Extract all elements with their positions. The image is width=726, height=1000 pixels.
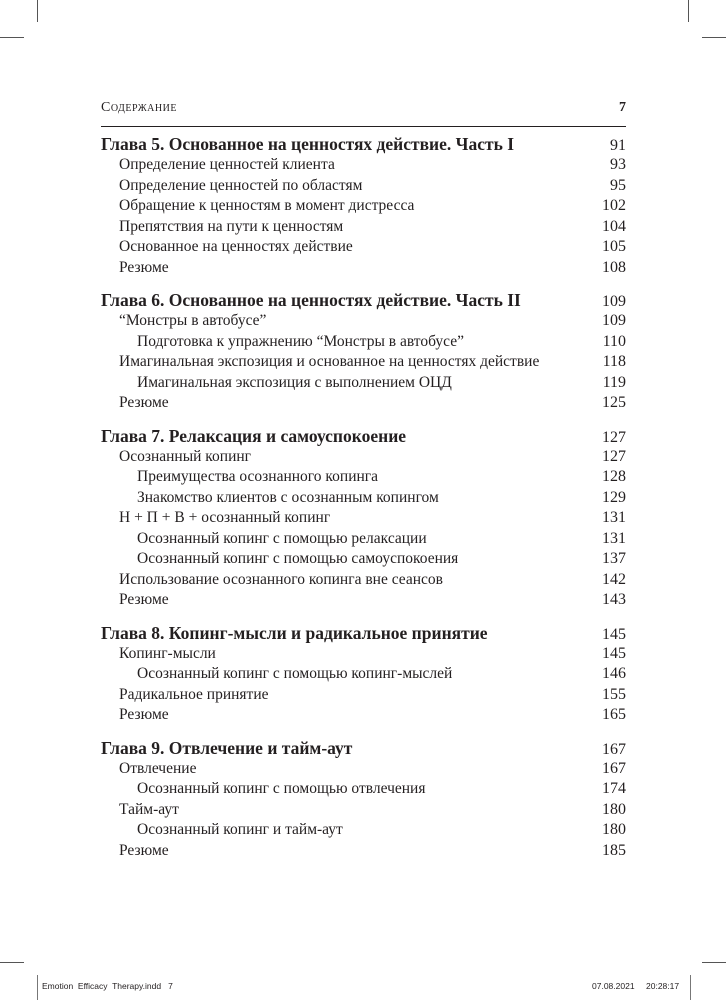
- toc-entry: [101, 550, 626, 571]
- toc-chapter: [101, 134, 626, 279]
- toc-entry: [101, 156, 626, 177]
- toc-entry-page: 131: [602, 509, 626, 526]
- toc-entry-title: Осознанный копинг и тайм-аут: [137, 821, 343, 838]
- toc-entry-title: Определение ценностей клиента: [119, 156, 335, 173]
- toc-chapter-heading: [101, 738, 626, 760]
- toc-entry-title: Использование осознанного копинга вне сеансов: [119, 570, 443, 588]
- crop-mark-right-bottom: [702, 962, 726, 963]
- toc-entry: [101, 571, 626, 592]
- toc-entry: [101, 821, 626, 842]
- toc-entry-page: 125: [602, 394, 626, 411]
- toc-chapter-title: Глава 5. Основанное на ценностях действие. Часть I: [101, 134, 515, 154]
- toc-entry: [101, 665, 626, 686]
- toc-entry: [101, 353, 626, 374]
- toc-entry-page: 131: [602, 529, 626, 547]
- toc-entry: [101, 468, 626, 489]
- toc-entry-page: 185: [602, 841, 626, 859]
- running-header: [101, 100, 626, 116]
- toc-entry-page: 165: [602, 706, 626, 723]
- toc-entry: [101, 842, 626, 863]
- toc-entry-title: Знакомство клиентов с осознанным копингом: [137, 488, 439, 506]
- toc-chapter: [101, 738, 626, 863]
- crop-mark-left-bottom: [0, 962, 24, 963]
- toc-entry: [101, 238, 626, 259]
- toc-entry-title: Тайм-аут: [119, 800, 179, 818]
- toc-chapter-title: Глава 9. Отвлечение и тайм-аут: [101, 737, 353, 758]
- toc-entry: [101, 760, 626, 781]
- header-rule: [101, 126, 626, 127]
- toc-entry: [101, 259, 626, 280]
- toc-entry-title: Основанное на ценностях действие: [119, 238, 353, 255]
- toc-entry-page: 110: [602, 332, 626, 350]
- toc-entry-title: Резюме: [119, 841, 169, 859]
- toc-chapter-page: 145: [602, 625, 626, 643]
- toc-entry-page: 104: [602, 217, 626, 235]
- toc-entry-page: 180: [602, 821, 626, 838]
- toc-entry-title: Преимущества осознанного копинга: [137, 468, 379, 485]
- toc-chapter-heading: [101, 134, 626, 156]
- crop-mark-left-top: [0, 37, 24, 38]
- toc-entry-title: Препятствия на пути к ценностям: [119, 217, 344, 235]
- toc-entry: [101, 801, 626, 822]
- toc-entry-page: 127: [602, 447, 626, 465]
- toc-entry-page: 118: [602, 353, 626, 370]
- toc-entry: [101, 312, 626, 333]
- toc-chapter-title: Глава 7. Релаксация и самоуспокоение: [101, 425, 407, 446]
- toc-chapter: [101, 290, 626, 415]
- toc-entry-title: Осознанный копинг с помощью отвлечения: [137, 780, 426, 797]
- toc-entry: [101, 448, 626, 469]
- toc-entry-title: Осознанный копинг: [119, 447, 252, 465]
- toc-entry-page: 119: [602, 373, 626, 391]
- slug-time: 20:28:17: [646, 981, 680, 991]
- toc-chapter: [101, 623, 626, 727]
- crop-mark-top-right: [688, 0, 689, 22]
- toc-chapter-page: 91: [610, 137, 626, 154]
- toc-entry: [101, 197, 626, 218]
- toc-chapter-heading: [101, 426, 626, 448]
- toc-entry: [101, 218, 626, 239]
- toc-entry-title: Осознанный копинг с помощью релаксации: [137, 529, 427, 547]
- toc-entry: [101, 706, 626, 727]
- toc-entry: [101, 686, 626, 707]
- toc-entry: [101, 374, 626, 395]
- toc-entry-title: “Монстры в автобусе”: [119, 312, 267, 329]
- toc-entry-page: 105: [602, 238, 626, 255]
- toc-entry-title: Резюме: [119, 591, 169, 608]
- toc-entry-title: Определение ценностей по областям: [119, 176, 363, 194]
- toc-chapter: [101, 426, 626, 612]
- slug-file: Emotion Efficacy Therapy.indd 7: [42, 981, 173, 991]
- toc-entry-title: Имагинальная экспозиция с выполнением ОЦД: [137, 373, 452, 391]
- toc-entry: [101, 394, 626, 415]
- toc-entry-page: 142: [602, 570, 626, 588]
- toc-entry: [101, 333, 626, 354]
- toc-entry-title: Н + П + В + осознанный копинг: [119, 509, 331, 526]
- toc-entry-page: 167: [602, 759, 626, 777]
- toc-chapter-title: Глава 6. Основанное на ценностях действие. Часть II: [101, 290, 521, 310]
- toc-entry-page: 129: [602, 488, 626, 506]
- toc-chapter-heading: [101, 623, 626, 645]
- toc-entry-page: 95: [610, 176, 626, 194]
- toc-entry-page: 143: [602, 591, 626, 608]
- toc-chapter-page: 167: [602, 740, 626, 758]
- toc-entry-title: Обращение к ценностям в момент дистресса: [119, 197, 415, 214]
- toc-entry-title: Подготовка к упражнению “Монстры в автобусе”: [137, 332, 464, 350]
- toc-entry-page: 109: [602, 312, 626, 329]
- toc-entry: [101, 489, 626, 510]
- toc-entry-page: 102: [602, 197, 626, 214]
- toc-chapter-heading: [101, 290, 626, 312]
- toc-entry-title: Копинг-мысли: [119, 644, 216, 662]
- page-number: 7: [619, 100, 626, 115]
- toc-entry-page: 93: [610, 156, 626, 173]
- toc-entry-page: 146: [602, 665, 626, 682]
- toc-entry-title: Резюме: [119, 258, 169, 276]
- toc-entry-title: Радикальное принятие: [119, 685, 269, 703]
- crop-mark-top-left: [37, 0, 38, 22]
- toc-entry-page: 128: [602, 468, 626, 485]
- toc-entry-page: 174: [602, 780, 626, 797]
- toc-entry-page: 108: [602, 258, 626, 276]
- toc-entry: [101, 780, 626, 801]
- toc-entry-title: Имагинальная экспозиция и основанное на ценностях действие: [119, 353, 540, 370]
- toc-chapter-title: Глава 8. Копинг-мысли и радикальное принятие: [101, 622, 488, 643]
- slug-date: 07.08.2021: [592, 981, 635, 991]
- toc-entry-page: 145: [602, 644, 626, 662]
- running-title: Содержание: [101, 100, 177, 115]
- toc-entry: [101, 177, 626, 198]
- toc-entry-page: 180: [602, 800, 626, 818]
- toc-entry-page: 155: [602, 685, 626, 703]
- toc-entry-title: Резюме: [119, 706, 169, 723]
- crop-mark-right-top: [702, 37, 726, 38]
- table-of-contents: [101, 134, 626, 873]
- toc-entry-title: Отвлечение: [119, 759, 197, 777]
- toc-entry: [101, 530, 626, 551]
- toc-entry-title: Резюме: [119, 394, 169, 411]
- toc-entry: [101, 591, 626, 612]
- toc-entry: [101, 509, 626, 530]
- toc-entry-title: Осознанный копинг с помощью самоуспокоения: [137, 550, 459, 567]
- toc-entry: [101, 645, 626, 666]
- toc-entry-page: 137: [602, 550, 626, 567]
- toc-chapter-page: 127: [602, 428, 626, 446]
- toc-entry-title: Осознанный копинг с помощью копинг-мыслей: [137, 665, 453, 682]
- toc-chapter-page: 109: [602, 293, 626, 310]
